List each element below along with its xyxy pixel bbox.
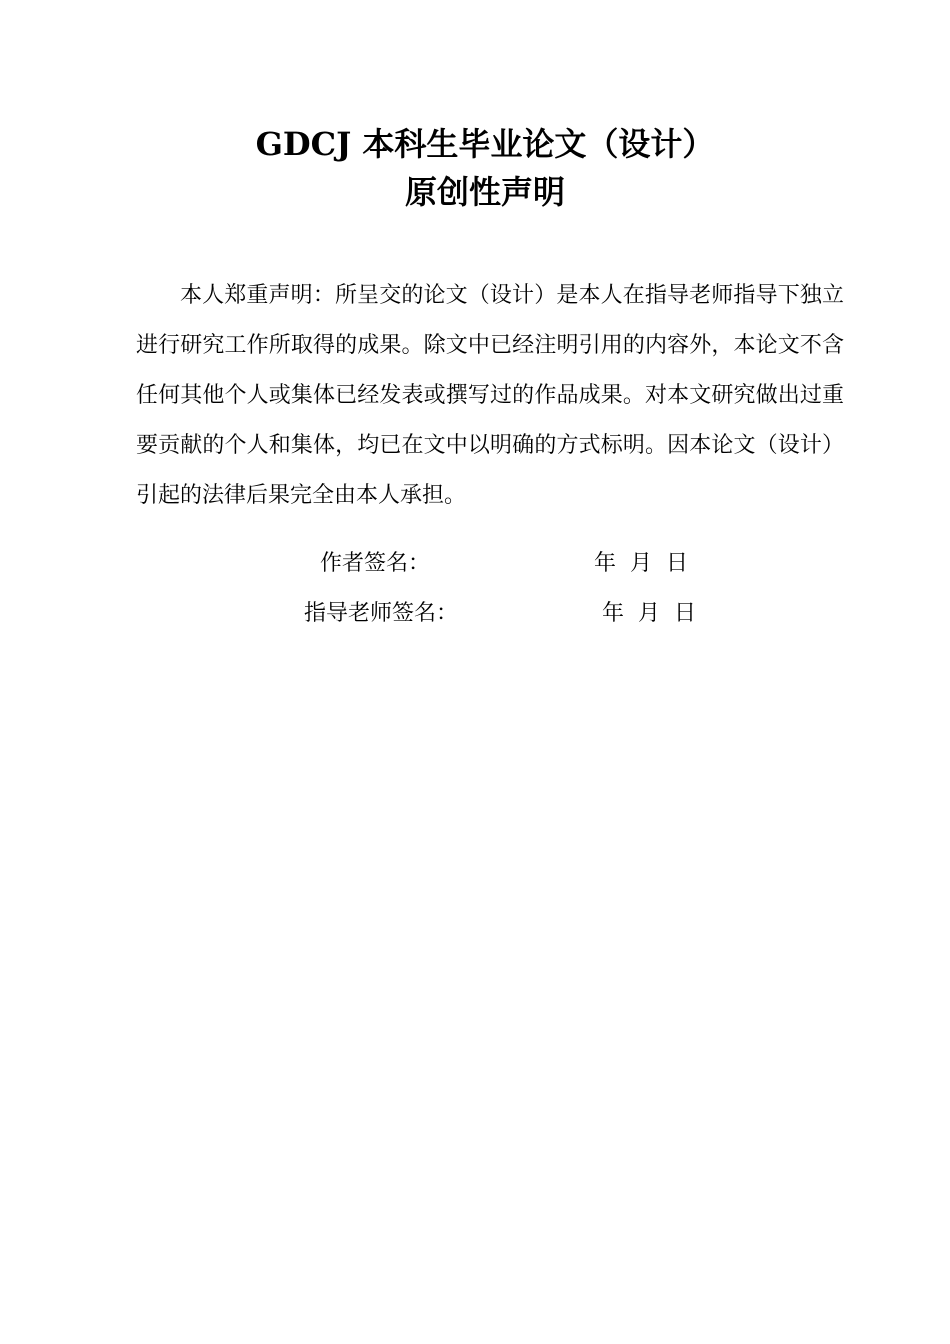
declaration-paragraph: 本人郑重声明：所呈交的论文（设计）是本人在指导老师指导下独立进行研究工作所取得的成果。除文中已经注明引用的内容外，本论文不含任何其他个人或集体已经发表或撰写过的作品成果。对本文研究做出过重要贡献的个人和集体，均已在文中以明确的方式标明。因本论文（设计）引起的法律后果完全由本人承担。 [136,283,844,508]
advisor-date-day: 日 [674,601,697,626]
advisor-signature-label: 指导老师签名： [304,601,459,626]
author-date-year: 年 [594,551,617,576]
author-date-month: 月 [630,551,653,576]
declaration-body [136,271,844,521]
author-signature-label: 作者签名： [320,551,431,576]
document-title: GDCJ 本科生毕业论文（设计） [255,125,715,163]
advisor-signature-date [602,599,696,629]
document-subtitle: 原创性声明 [404,173,565,211]
author-signature-date [594,549,688,579]
author-date-day: 日 [666,551,689,576]
advisor-date-year: 年 [602,601,625,626]
advisor-date-month: 月 [638,601,661,626]
